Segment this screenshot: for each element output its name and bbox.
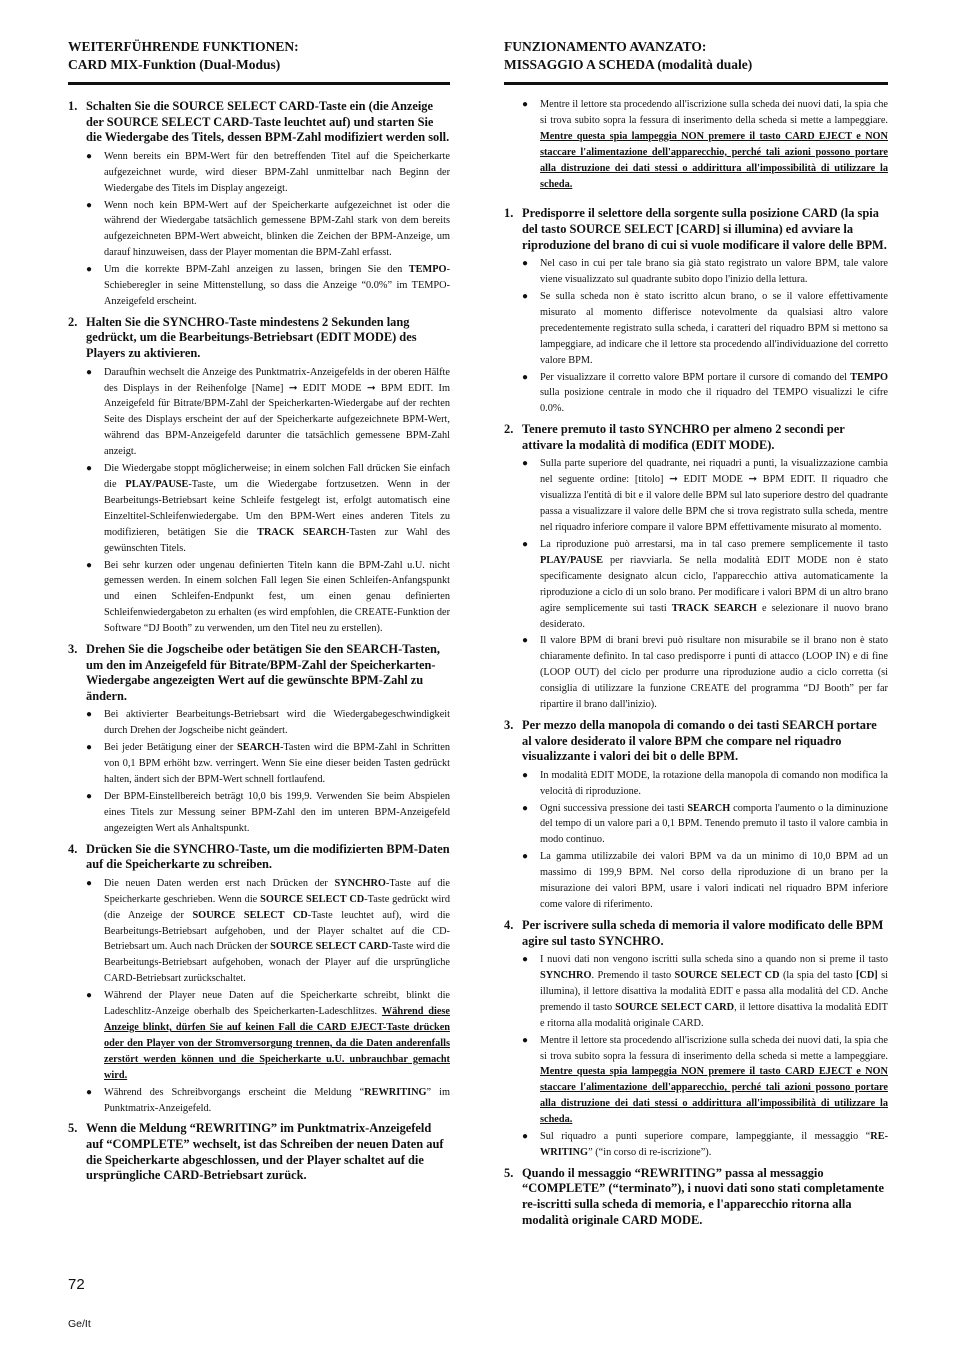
right-section-header (504, 38, 888, 85)
right-header-line1: FUNZIONAMENTO AVANZATO: (504, 39, 707, 54)
bullet-dot-icon: ● (86, 790, 93, 802)
key-label: TRACK SEARCH (257, 526, 346, 538)
bullet-list (86, 876, 450, 1117)
bullet-text (540, 952, 888, 1032)
bullet-dot-icon: ● (522, 769, 529, 781)
bullet-item (522, 256, 888, 288)
bullet-text (104, 789, 450, 837)
bullet-dot-icon: ● (522, 539, 529, 550)
bullet-item (86, 461, 450, 556)
text-segment: Wenn noch kein BPM-Wert auf der Speicherkarte aufgezeichnet ist oder die während der Wiedergabe tatsächlich gemessene BPM-Zahl stark von dem bereits aufgezeichneten BPM-Wert abweicht, blinken die Zeichen der BPM-Anzeige, um darauf hinzuweisen, dass der Player momentan die BPM-Zahl erfasst. (104, 199, 450, 259)
step-number: 1. (68, 99, 78, 113)
step-number: 2. (68, 314, 78, 329)
bullet-dot-icon: ● (522, 954, 529, 966)
key-label: PLAY/PAUSE (540, 554, 603, 566)
bullet-list (522, 952, 888, 1161)
bullet-text (540, 1129, 888, 1161)
step-title: Halten Sie die SYNCHRO-Taste mindestens 2 Sekunden lang gedrückt, um die Bearbeitungs-Betriebsart (EDIT MODE) des Players zu aktivieren. (86, 314, 417, 361)
bullet-text (104, 461, 450, 556)
bullet-text (540, 256, 888, 288)
bullet-dot-icon: ● (522, 371, 529, 383)
text-segment: Sul riquadro a punti superiore compare, lampeggiante, il messaggio “ (540, 1131, 871, 1143)
bullet-text (540, 633, 888, 713)
left-header-line1: WEITERFÜHRENDE FUNKTIONEN: (68, 39, 299, 54)
bullet-dot-icon: ● (522, 1034, 529, 1046)
bullet-list (522, 256, 888, 417)
bullet-dot-icon: ● (86, 559, 93, 571)
bullet-dot-icon: ● (86, 199, 93, 211)
step-number: 2. (504, 422, 514, 437)
key-label: SOURCE SELECT CD (260, 893, 365, 905)
key-label: [CD] (855, 970, 878, 981)
step-heading (504, 718, 888, 765)
bullet-item (522, 768, 888, 800)
step-item (504, 206, 888, 417)
step-item (68, 842, 450, 1117)
step-item (68, 99, 450, 310)
text-segment: Il valore BPM di brani brevi può risultare non misurabile se il brano non è stato chiaramente definito. In tal caso predisporre i punti di attacco (LOOP IN) e di fine (LOOP OUT) del ciclo per produrre una riproduzione audio a ciclo corretta (si consiglia di utilizzare la funzione CREATE del programma “DJ Booth” per far ripartire il brano dall'inizio). (540, 635, 888, 711)
bullet-item (86, 149, 450, 197)
bullet-text (540, 849, 888, 913)
text-segment: si illumina), il lettore disattiva la modalità EDIT e passa alla modalità del CD. Anche premendo il tasto (540, 970, 888, 1013)
bullet-text (104, 365, 450, 460)
left-steps (68, 99, 450, 1184)
bullet-item (522, 633, 888, 713)
step-title: Predisporre il selettore della sorgente sulla posizione CARD (la spia del tasto SOURCE SELECT [CARD] si illumina) ed avviare la riproduzione del brano di cui si vuole modificare il valore delle BPM. (522, 206, 887, 252)
bullet-dot-icon: ● (86, 463, 93, 475)
step-heading (68, 99, 450, 146)
bullet-text (104, 558, 450, 638)
step-item (504, 718, 888, 913)
text-segment: Um die korrekte BPM-Zahl anzeigen zu lassen, bringen Sie den (104, 264, 409, 276)
bullet-item (522, 1033, 888, 1128)
step-title: Wenn die Meldung “REWRITING” im Punktmatrix-Anzeigefeld auf “COMPLETE” wechselt, ist das Schreiben der neuen Daten auf die Speicherkarte abgeschlossen, und der Player schaltet auf die ursprüngliche CARD-Betriebsart zurück. (86, 1121, 444, 1183)
text-segment: Mentre il lettore sta procedendo all'iscrizione sulla scheda dei nuovi dati, la spia che si trova subito sopra la fessura di inserimento della scheda si mette a lampeggiare. (540, 1034, 888, 1062)
text-segment: -Taste leuchtet auf), wird die Bearbeitungs-Betriebsart aufgehoben, und der Player schaltet auf die CD-Betriebsart um. Auch nach Drücken der (104, 909, 451, 953)
bullet-text (104, 876, 450, 987)
step-heading (68, 642, 450, 704)
key-label: SOURCE SELECT CARD (270, 941, 389, 953)
text-segment: Bei jeder Betätigung einer der (104, 742, 238, 754)
step-title: Drücken Sie die SYNCHRO-Taste, um die modifizierten BPM-Daten auf die Speicherkarte zu schreiben. (86, 841, 450, 872)
text-segment: Mentre il lettore sta procedendo all'iscrizione sulla scheda dei nuovi dati, la spia che si trova subito sopra la fessura di inserimento della scheda si mette a lampeggiare. (540, 99, 888, 126)
text-segment: Bei sehr kurzen oder ungenau definierten Titeln kann die BPM-Zahl u.U. nicht gemessen werden. In einem solchen Fall legen Sie einen Schleifen-Anfangspunkt und einen Schleifen-Endpunkt fest, um einen genau definierten Schleifenwiedergabeton zu erhalten (es wird empfohlen, die CREATE-Funktion der Software “DJ Booth” zu verwenden, um den Titel neu zu erstellen). (104, 559, 450, 635)
bullet-text (104, 1085, 450, 1117)
text-segment: sulla posizione centrale in modo che il riquadro del TEMPO visualizzi le cifre 0.0%. (540, 387, 888, 415)
text-segment: ” im Punktmatrix-Anzeigefeld. (104, 1086, 451, 1114)
bullet-list (86, 149, 450, 310)
language-code: Ge/It (68, 1318, 91, 1330)
text-segment: I nuovi dati non vengono iscritti sulla scheda sino a quando non si preme il tasto (540, 954, 888, 966)
key-label: SOURCE SELECT CD (192, 909, 308, 921)
step-item (68, 315, 450, 637)
bullet-dot-icon: ● (86, 1086, 93, 1098)
step-item (68, 642, 450, 837)
text-segment: ” (“in corso di re-iscrizione”). (588, 1146, 712, 1158)
bullet-dot-icon: ● (522, 99, 529, 110)
text-segment: (la spia del tasto (779, 970, 856, 981)
bullet-dot-icon: ● (86, 709, 93, 721)
step-item (68, 1121, 450, 1183)
bullet-dot-icon: ● (86, 990, 93, 1002)
right-column (504, 38, 888, 1233)
text-segment: comporta l'aumento o la diminuzione del tempo di un valore pari a 0,1 BPM. Tenendo premuto il tasto il valore cambia in modo continuo. (540, 802, 888, 846)
text-segment: Die neuen Daten werden erst nach Drücken der (104, 877, 335, 889)
step-heading (504, 1166, 888, 1228)
key-label: SYNCHRO (334, 877, 386, 889)
bullet-dot-icon: ● (522, 851, 529, 863)
step-title: Tenere premuto il tasto SYNCHRO per almeno 2 secondi per attivare la modalità di modifica (EDIT MODE). (522, 422, 845, 452)
warning-text: Mentre questa spia lampeggia NON premere il tasto CARD EJECT e NON staccare l'alimentazione dell'apparecchio, perché tali azioni possono portare alla distruzione dei dati stessi o addirittura all'impossibilità di utilizzare la scheda. (540, 130, 888, 190)
text-segment: Se sulla scheda non è stato iscritto alcun brano, o se il valore effettivamente misurato al momento differisce notevolmente da qualsiasi altro valore precedentemente registrato sulla scheda, i caratteri del riquadro BPM si mettono sa lampeggiare, ad indicare che il lettore sta procedendo all'individuazione del corretto valore BPM. (540, 291, 888, 366)
step-heading (68, 842, 450, 873)
text-segment: -Tasten zur Wahl des gewünschten Titels. (104, 526, 451, 554)
bullet-text (104, 262, 450, 310)
bullet-text (104, 988, 450, 1083)
step-heading (504, 206, 888, 253)
step-title: Schalten Sie die SOURCE SELECT CARD-Taste ein (die Anzeige der SOURCE SELECT CARD-Taste leuchtet auf) und starten Sie die Wiedergabe des Titels, dessen BPM-Zahl modifiziert werden soll. (86, 99, 450, 145)
bullet-item (522, 952, 888, 1032)
text-segment: Sulla parte superiore del quadrante, nei riquadri a punti, la visualizzazione cambia nel seguente ordine: [titolo] ➞ EDIT MODE ➞ BPM EDIT. Il riquadro che visualizza l'entità di bit e il valore delle BPM sul lato superiore destro del quadrante passa a visualizzare il valore delle BPM che si trova registrato sulla scheda, mentre nel riquadro inferiore compare il valore BPM effettivamente misurato al momento. (540, 458, 888, 534)
bullet-dot-icon: ● (522, 1131, 529, 1143)
step-item (504, 422, 888, 713)
step-number: 4. (68, 841, 78, 856)
key-label: TRACK SEARCH (671, 602, 757, 614)
bullet-item (86, 1085, 450, 1117)
bullet-text (104, 740, 450, 788)
text-segment: -Taste auf die Speicherkarte geschrieben. Wenn die (104, 877, 450, 905)
text-segment: Ogni successiva pressione dei tasti (540, 802, 688, 814)
bullet-text (104, 707, 450, 739)
step-heading (68, 315, 450, 362)
text-segment: Daraufhin wechselt die Anzeige des Punktmatrix-Anzeigefelds in der oberen Hälfte des Displays in der Reihenfolge [Name] ➞ EDIT MODE ➞ BPM EDIT. Im Anzeigefeld für Bitrate/BPM-Zahl der Speicherkarten-Wiedergabe auf der rechten Seite des Displays erscheint der auf der Speicherkarte aufgezeichnete BPM-Wert, während das BPM-Anzeigefeld darunter die tatsächlich gemessene BPM-Zahl anzeigt. (104, 366, 450, 458)
key-label: REWRITING (364, 1086, 427, 1098)
bullet-list (86, 707, 450, 836)
key-label: SOURCE SELECT CARD (615, 1001, 735, 1013)
bullet-text (540, 537, 888, 632)
text-segment: Per visualizzare il corretto valore BPM portare il cursore di comando del (540, 371, 851, 383)
bullet-dot-icon: ● (522, 802, 529, 814)
bullet-dot-icon: ● (86, 742, 93, 754)
bullet-item (522, 849, 888, 913)
bullet-dot-icon: ● (86, 877, 93, 889)
step-number: 4. (504, 917, 514, 932)
text-segment: In modalità EDIT MODE, la rotazione della manopola di comando non modifica la velocità di riproduzione. (540, 769, 888, 797)
bullet-list (522, 768, 888, 913)
bullet-text (104, 198, 450, 262)
bullet-list (522, 97, 888, 192)
bullet-text (540, 370, 888, 418)
text-segment: Die Wiedergabe stoppt möglicherweise; in einem solchen Fall drücken Sie einfach die (104, 463, 450, 490)
warning-text: Mentre questa spia lampeggia NON premere il tasto CARD EJECT e NON staccare l'alimentazione dell'apparecchio, perché tali azioni possono portare alla distruzione dei dati stessi o addirittura all'impossibilità di utilizzare la scheda. (540, 1066, 888, 1126)
key-label: SEARCH (237, 742, 280, 754)
text-segment: -Schieberegler in seine Mittenstellung, so dass die Anzeige “0.0%” im TEMPO-Anzeigefeld erscheint. (104, 264, 450, 307)
bullet-item (522, 289, 888, 369)
text-segment: La riproduzione può arrestarsi, ma in tal caso premere semplicemente il tasto (540, 539, 888, 550)
step-title: Per iscrivere sulla scheda di memoria il valore modificato delle BPM agire sul tasto SYNCHRO. (522, 917, 884, 948)
text-segment: per riavviarla. Se nella modalità EDIT MODE non è stato specificamente designato alcun ciclo, l'apparecchio attiva automaticamente la riproduzione a ciclo di un solo brano. Per modificare i valori BPM di un altro brano agire semplicemente sui tasti (540, 554, 888, 614)
bullet-text (540, 801, 888, 849)
bullet-item (86, 198, 450, 262)
bullet-text (540, 768, 888, 800)
bullet-item (86, 988, 450, 1083)
key-label: TEMPO (408, 264, 447, 276)
right-header-line2: MISSAGGIO A SCHEDA (modalità duale) (504, 57, 753, 72)
bullet-item (522, 97, 888, 192)
bullet-item (86, 262, 450, 310)
text-segment: La gamma utilizzabile dei valori BPM va da un minimo di 10,0 BPM ad un massimo di 199,9 BPM. Nel corso della riproduzione di un brano per la misurazione dei valori BPM, usare i valori indicati nel riquadro BPM inferiore come valore di riferimento. (540, 851, 888, 910)
bullet-dot-icon: ● (522, 458, 529, 470)
step-number: 3. (68, 642, 78, 657)
bullet-text (540, 456, 888, 536)
step-heading (68, 1121, 450, 1183)
step-item (504, 1166, 888, 1228)
bullet-item (86, 740, 450, 788)
right-intro-bullets (504, 97, 888, 192)
key-label: SOURCE SELECT CD (674, 970, 780, 981)
text-segment: Bei aktivierter Bearbeitungs-Betriebsart wird die Wiedergabegeschwindigkeit durch Drehen der Jogscheibe nicht geändert. (104, 709, 450, 737)
bullet-text (540, 97, 888, 192)
text-segment: -Taste, um die Wiedergabe fortzusetzen. Wenn in der Bearbeitungs-Betriebsart keine Schleife festgelegt ist, erfolgt automatisch eine Einzeltitel-Schleifenwiedergabe. Um den BPM-Wert eines anderen Titels zu modifizieren, betätigen Sie die (104, 478, 450, 538)
step-item (504, 918, 888, 1161)
left-header-line2: CARD MIX-Funktion (Dual-Modus) (68, 57, 281, 72)
text-segment: e selezionare il nuovo brano desiderato. (540, 602, 889, 630)
text-segment: -Tasten wird die BPM-Zahl in Schritten von 0,1 BPM erhöht bzw. verringert. Wenn Sie eine dieser beiden Tasten gedrückt halten, ändert sich der BPM-Wert schnell fortlaufend. (104, 742, 450, 786)
left-section-header (68, 38, 450, 85)
key-label: RE-WRITING (540, 1131, 888, 1158)
step-title: Quando il messaggio “REWRITING” passa al messaggio “COMPLETE” (“terminato”), i nuovi dati sono stati completamente re-iscritti sulla scheda di memoria, e l'apparecchio ritorna alla modalità originale CARD MODE. (522, 1165, 885, 1227)
bullet-dot-icon: ● (522, 258, 529, 270)
page-number: 72 (68, 1276, 85, 1293)
bullet-item (86, 789, 450, 837)
key-label: SEARCH (687, 802, 731, 814)
bullet-item (86, 876, 450, 987)
bullet-dot-icon: ● (86, 366, 93, 378)
text-segment: Während der Player neue Daten auf die Speicherkarte schreibt, blinkt die Ladeschlitz-Anzeige oberhalb des Speicherkarten-Ladeschlitzes. (104, 990, 450, 1018)
bullet-item (86, 558, 450, 638)
step-title: Per mezzo della manopola di comando o dei tasti SEARCH portare al valore desiderato il valore BPM che compare nel riquadro visualizzante i valori dei bit o delle BPM. (522, 717, 877, 764)
step-number: 5. (68, 1121, 78, 1136)
text-segment: Nel caso in cui per tale brano sia già stato registrato un valore BPM, tale valore viene visualizzato sul quadrante subito dopo l'inizio della lettura. (540, 258, 888, 286)
bullet-list (522, 456, 888, 713)
text-segment: -Taste gedrückt wird (die Anzeige der (104, 893, 450, 921)
step-title: Drehen Sie die Jogscheibe oder betätigen Sie den SEARCH-Tasten, um den im Anzeigefeld für Bitrate/BPM-Zahl der Speicherkarten-Wiedergabe angezeigten Wert auf die gewünschte BPM-Zahl zu ändern. (86, 642, 440, 703)
bullet-item (522, 801, 888, 849)
bullet-text (104, 149, 450, 197)
left-column (68, 38, 450, 1189)
text-segment: Während des Schreibvorgangs erscheint die Meldung “ (104, 1086, 365, 1098)
text-segment: Wenn bereits ein BPM-Wert für den betreffenden Titel auf die Speicherkarte aufgezeichnet wurde, wird dieser BPM-Zahl unmittelbar nach Beginn der Wiedergabe des Titels im Display angezeigt. (104, 150, 450, 194)
text-segment: Der BPM-Einstellbereich beträgt 10,0 bis 199,9. Verwenden Sie beim Abspielen eines Titels zur Messung seiner BPM-Zahl den im unteren BPM-Anzeigefeld angezeigten Wert als Anhaltspunkt. (104, 790, 450, 834)
text-segment: -Taste wird die Bearbeitungs-Betriebsart aufgehoben, wonach der Player auf die ursprüngliche CARD-Betriebsart zurückschaltet. (104, 941, 451, 985)
bullet-item (522, 1129, 888, 1161)
step-heading (504, 422, 888, 453)
step-heading (504, 918, 888, 949)
bullet-item (86, 365, 450, 460)
bullet-list (86, 365, 450, 637)
bullet-item (522, 456, 888, 536)
bullet-item (86, 707, 450, 739)
text-segment: , il lettore disattiva la modalità EDIT e ritorna alla modalità originale CARD. (540, 1001, 888, 1029)
step-number: 3. (504, 717, 514, 732)
bullet-dot-icon: ● (522, 635, 529, 647)
bullet-item (522, 370, 888, 418)
bullet-dot-icon: ● (86, 264, 93, 276)
bullet-dot-icon: ● (86, 150, 93, 162)
bullet-text (540, 289, 888, 369)
bullet-item (522, 537, 888, 632)
step-number: 5. (504, 1165, 514, 1180)
key-label: PLAY/PAUSE (125, 478, 189, 490)
key-label: TEMPO (850, 371, 888, 383)
right-steps (504, 206, 888, 1228)
key-label: SYNCHRO (540, 970, 592, 981)
text-segment: . Premendo il tasto (591, 970, 675, 981)
bullet-dot-icon: ● (522, 291, 529, 303)
step-number: 1. (504, 206, 514, 221)
warning-text: Während diese Anzeige blinkt, dürfen Sie auf keinen Fall die CARD EJECT-Taste drücken oder den Player von der Stromversorgung trennen, da die Daten anderenfalls zerstört werden können und die Speicherkarte u.U. unbrauchbar gemacht wird. (104, 1006, 450, 1081)
bullet-text (540, 1033, 888, 1128)
